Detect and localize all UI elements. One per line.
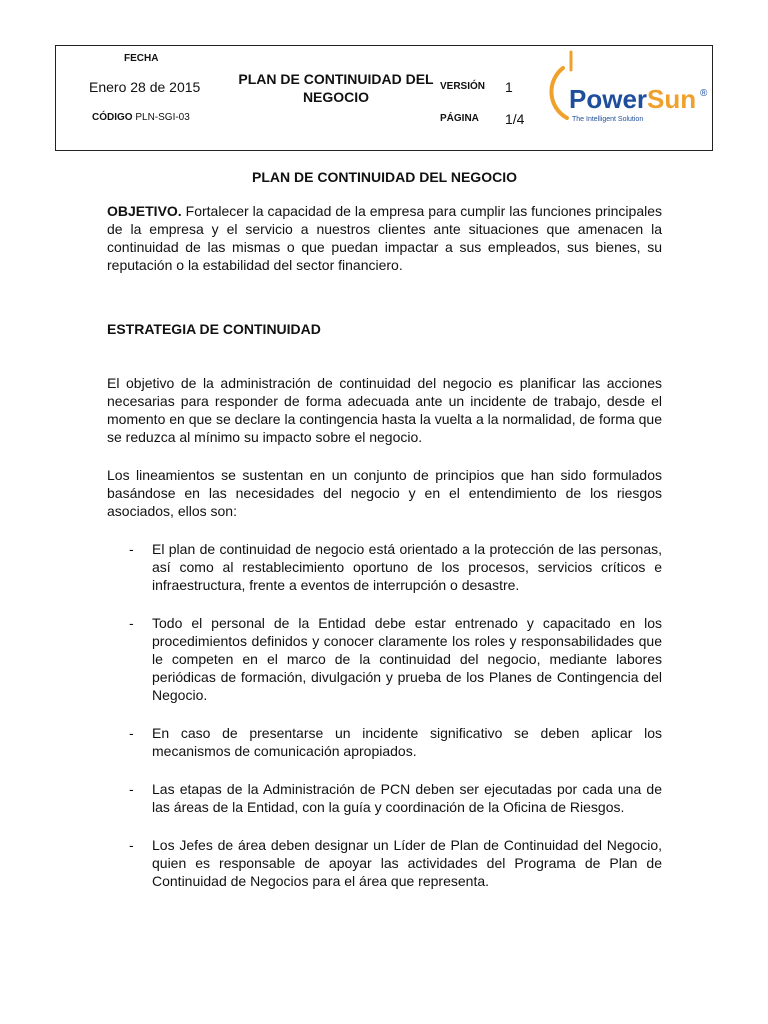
document-header	[55, 45, 713, 151]
objective-paragraph	[107, 202, 662, 274]
pagina-label: PÁGINA	[440, 113, 479, 124]
strategy-section-title: ESTRATEGIA DE CONTINUIDAD	[107, 321, 321, 337]
logo-brand-sun: Sun	[647, 84, 697, 114]
bullet-marker: -	[129, 725, 134, 741]
list-item-text: Los Jefes de área deben designar un Líder de Plan de Continuidad del Negocio, quien es responsable de apoyar las actividades del Programa de Plan de Continuidad de Negocios para el área que representa.	[152, 837, 662, 889]
header-title: PLAN DE CONTINUIDAD DEL NEGOCIO	[238, 71, 434, 105]
list-item-text: Todo el personal de la Entidad debe estar entrenado y capacitado en los procedimientos definidos y conocer claramente los roles y responsabilidades que le competen en el marco de la continuidad del negocio, mediante labores periódicas de formación, divulgación y prueba de los Planes de Contingencia del Negocio.	[152, 615, 662, 703]
objective-text: Fortalecer la capacidad de la empresa para cumplir las funciones principales de la empresa y el servicio a nuestros clientes ante situaciones que amenacen la continuidad de las mismas o que puedan impactar a sus empleados, sus bienes, su reputación o la estabilidad del sector financiero.	[107, 203, 662, 273]
codigo-label: CÓDIGO	[92, 112, 133, 123]
version-label: VERSIÓN	[440, 81, 486, 92]
list-item	[107, 614, 662, 704]
codigo-value: PLN-SGI-03	[135, 112, 190, 123]
list-item	[107, 540, 662, 594]
bullet-marker: -	[129, 615, 134, 631]
list-item	[107, 836, 662, 890]
logo-brand	[569, 84, 696, 114]
strategy-paragraph-1: El objetivo de la administración de continuidad del negocio es planificar las acciones necesarias para responder de forma adecuada ante un incidente de trabajo, desde el momento en que se declare la contingencia hasta la vuelta a la normalidad, de forma que se reduzca al mínimo su impacto sobre el negocio.	[107, 375, 662, 445]
page-title: PLAN DE CONTINUIDAD DEL NEGOCIO	[252, 169, 517, 185]
list-item-text: Las etapas de la Administración de PCN deben ser ejecutadas por cada una de las áreas de la Entidad, con la guía y coordinación de la Oficina de Riesgos.	[152, 781, 662, 815]
logo-sun-arc	[551, 68, 567, 118]
list-item-text: El plan de continuidad de negocio está orientado a la protección de las personas, así como al restablecimiento oportuno de los procesos, servicios críticos e infraestructura, frente a eventos de interrupción o desastre.	[152, 541, 662, 593]
bullet-marker: -	[129, 781, 134, 797]
version-value: 1	[505, 79, 513, 95]
logo-brand-power: Power	[569, 84, 648, 114]
list-item	[107, 780, 662, 816]
pagina-value: 1/4	[505, 111, 525, 127]
principles-list	[107, 540, 662, 890]
logo-registered: ®	[700, 88, 708, 99]
list-item-text: En caso de presentarse un incidente significativo se deben aplicar los mecanismos de comunicación apropiados.	[152, 725, 662, 759]
objective-label: OBJETIVO.	[107, 203, 182, 219]
codigo-line	[92, 112, 190, 123]
logo-tagline: The Intelligent Solution	[572, 116, 644, 123]
strategy-paragraph-2: Los lineamientos se sustentan en un conjunto de principios que han sido formulados basándose en las necesidades del negocio y en el entendimiento de los riesgos asociados, ellos son:	[107, 467, 662, 519]
document-body	[107, 168, 662, 910]
bullet-marker: -	[129, 837, 134, 853]
fecha-label: FECHA	[124, 53, 159, 64]
list-item	[107, 724, 662, 760]
powersun-logo	[543, 50, 713, 132]
bullet-marker: -	[129, 541, 134, 557]
fecha-value: Enero 28 de 2015	[89, 79, 201, 95]
